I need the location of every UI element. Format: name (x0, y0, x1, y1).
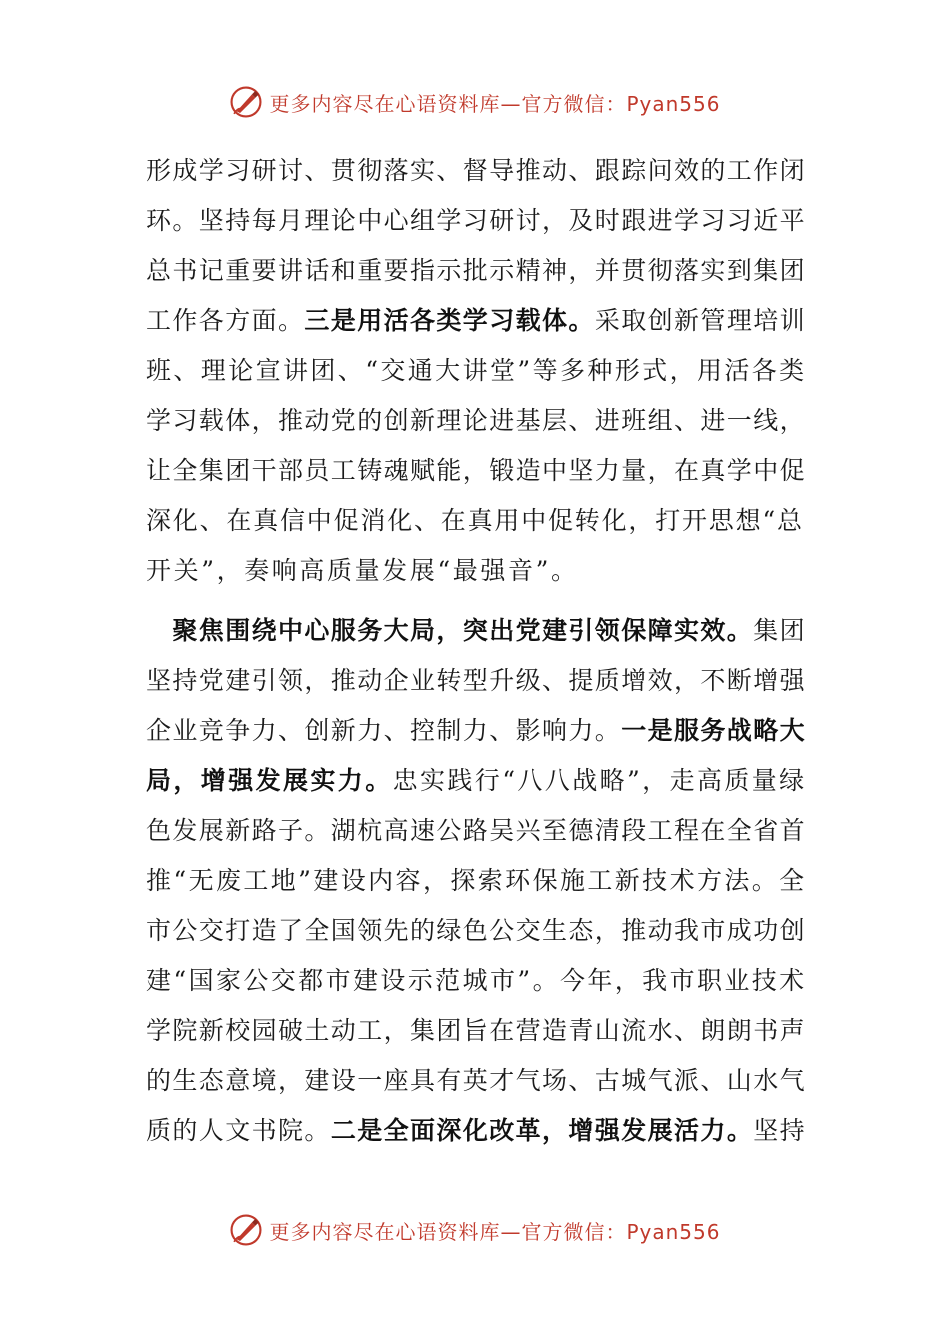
text-segment: 建“国家公交都市建设示范城市”。今年，我市职业技术 (146, 966, 807, 995)
text-line (146, 296, 808, 346)
text-segment: 推“无废工地”建设内容，探索环保施工新技术方法。全 (146, 866, 807, 895)
text-line (146, 146, 808, 196)
text-segment: 让全集团干部员工铸魂赋能，锻造中坚力量，在真学中促 (146, 456, 807, 485)
text-segment: 总书记重要讲话和重要指示批示精神，并贯彻落实到集团 (146, 256, 807, 285)
text-line (146, 806, 808, 856)
text-line (146, 906, 808, 956)
text-line (146, 656, 808, 706)
text-line (146, 756, 808, 806)
text-segment: 学习载体，推动党的创新理论进基层、进班组、进一线， (146, 406, 807, 435)
text-line (146, 546, 808, 596)
text-line (146, 346, 808, 396)
header-watermark-banner (0, 82, 950, 122)
text-segment: 的生态意境，建设一座具有英才气场、古城气派、山水气 (146, 1066, 807, 1095)
text-line (146, 446, 808, 496)
text-segment: 坚持党建引领，推动企业转型升级、提质增效，不断增强 (146, 666, 807, 695)
text-segment: 坚持 (753, 1116, 807, 1145)
text-segment: 工作各方面。 (146, 306, 305, 335)
bold-text-segment: 局，增强发展实力。 (146, 766, 393, 795)
text-line (146, 246, 808, 296)
text-line (146, 1006, 808, 1056)
text-line (146, 856, 808, 906)
paragraph-gap (146, 596, 808, 606)
bold-text-segment: 一是服务战略大 (621, 716, 807, 745)
text-segment: 形成学习研讨、贯彻落实、督导推动、跟踪问效的工作闭 (146, 156, 807, 185)
bold-text-segment: 二是全面深化改革，增强发展活力。 (330, 1116, 754, 1145)
text-segment: 班、理论宣讲团、“交通大讲堂”等多种形式，用活各类 (146, 356, 807, 385)
footer-watermark-text: 更多内容尽在心语资料库—官方微信：Pyan556 (269, 1219, 721, 1244)
text-segment: 企业竞争力、创新力、控制力、影响力。 (146, 716, 622, 745)
bold-text-segment: 聚焦围绕中心服务大局，突出党建引领保障实效。 (146, 616, 754, 645)
text-line (146, 1106, 808, 1156)
header-watermark-text: 更多内容尽在心语资料库—官方微信：Pyan556 (269, 91, 721, 116)
footer-watermark-banner (0, 1210, 950, 1250)
text-line (146, 606, 808, 656)
text-line (146, 1056, 808, 1106)
text-line (146, 196, 808, 246)
pen-nib-logo-icon (229, 1213, 263, 1247)
pen-nib-logo-icon (229, 85, 263, 119)
document-body (146, 146, 808, 1156)
text-line (146, 496, 808, 546)
text-segment: 质的人文书院。 (146, 1116, 331, 1145)
text-line (146, 956, 808, 1006)
text-segment: 忠实践行“八八战略”，走高质量绿 (392, 766, 807, 795)
text-segment: 采取创新管理培训 (594, 306, 807, 335)
text-segment: 色发展新路子。湖杭高速公路吴兴至德清段工程在全省首 (146, 816, 807, 845)
text-segment: 集团 (753, 616, 807, 645)
text-segment: 深化、在真信中促消化、在真用中促转化，打开思想“总 (146, 506, 804, 535)
bold-text-segment: 三是用活各类学习载体。 (304, 306, 595, 335)
text-line (146, 706, 808, 756)
text-line (146, 396, 808, 446)
text-segment: 市公交打造了全国领先的绿色公交生态，推动我市成功创 (146, 916, 807, 945)
text-segment: 环。坚持每月理论中心组学习研讨，及时跟进学习习近平 (146, 206, 807, 235)
text-segment: 学院新校园破土动工，集团旨在营造青山流水、朗朗书声 (146, 1016, 807, 1045)
text-segment: 开关”，奏响高质量发展“最强音”。 (146, 556, 579, 585)
